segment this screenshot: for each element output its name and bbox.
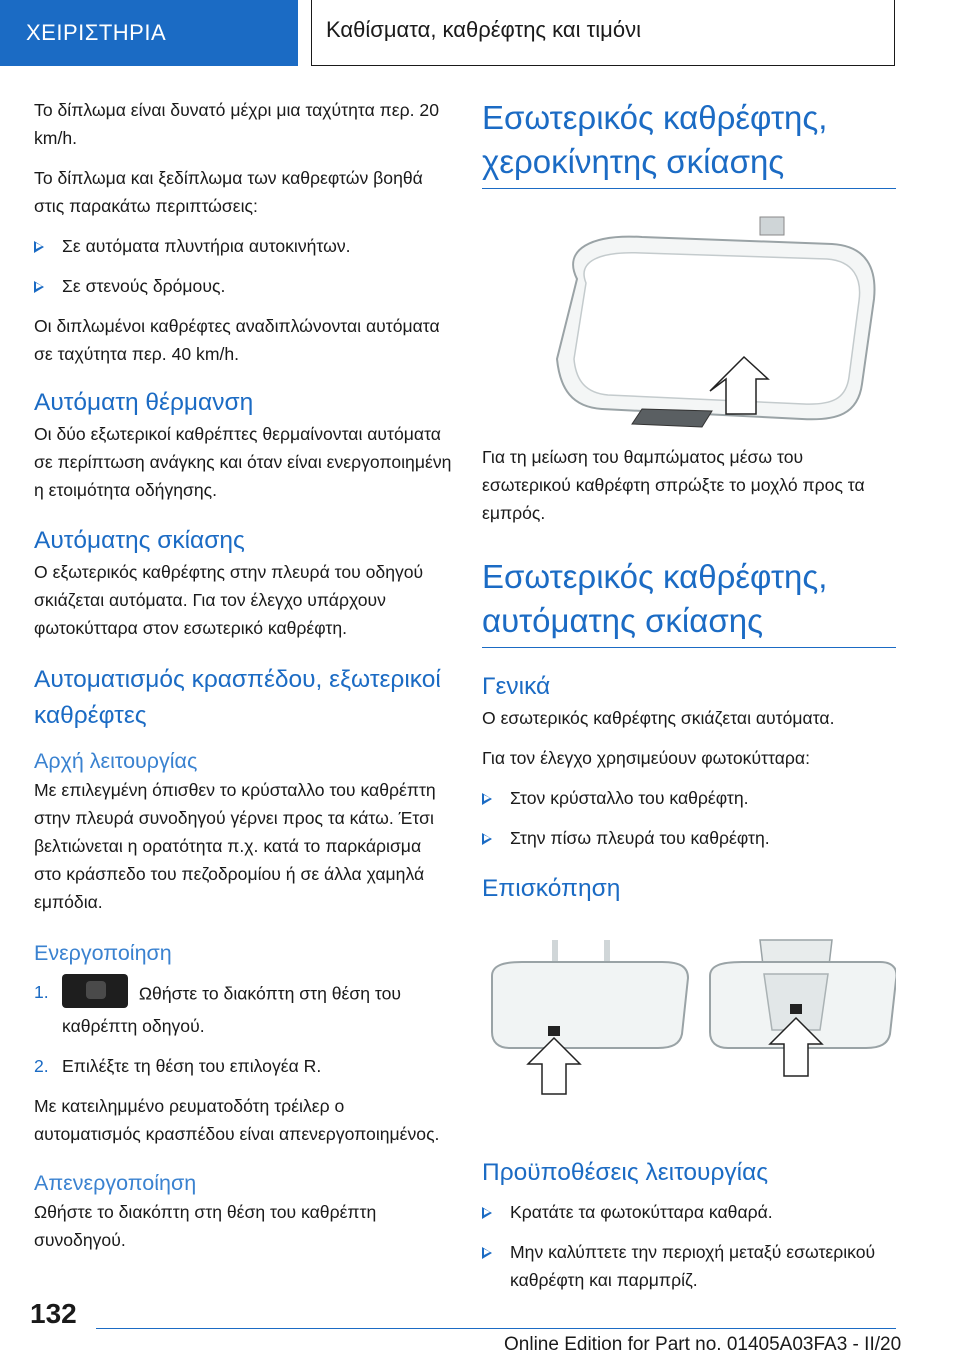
paragraph: Το δίπλωμα και ξεδίπλωμα των καθρεφτών βοηθά στις παρακάτω περιπτώσεις: <box>34 168 423 216</box>
paragraph: Με επιλεγμένη όπισθεν το κρύσταλλο του καθρέπτη στην πλευρά συνοδηγού γέρνει προς τα κάτω. Έτσι βελτιώνεται η ορατότητα π.χ. κατά το παρκάρισμα στο κράσπεδο του πεζοδρομίου ή σε άλλα χαμηλά εμπόδια. <box>34 780 436 912</box>
heading-rule <box>482 96 896 189</box>
step-item: 2. Επιλέξτε τη θέση του επιλογέα R. <box>34 1056 322 1076</box>
mirror-switch-icon <box>62 974 128 1008</box>
list-item: Στην πίσω πλευρά του καθρέφτη. <box>482 824 896 852</box>
heading-principle: Αρχή λειτουργίας <box>34 749 198 773</box>
heading-auto-heating: Αυτόματη θέρμανση <box>34 389 254 416</box>
paragraph: Το δίπλωμα είναι δυνατό μέχρι μια ταχύτητα περ. 20 km/h. <box>34 100 439 148</box>
triangle-bullet-icon <box>482 833 492 845</box>
paragraph: Για τον έλεγχο χρησιμεύουν φωτοκύτταρα: <box>482 748 810 768</box>
heading-manual-dimming: Εσωτερικός καθρέφτης, χεροκίνητης σκίασης <box>482 99 828 180</box>
heading-general: Γενικά <box>482 673 551 700</box>
chapter-title: Καθίσματα, καθρέφτης και τιμόνι <box>311 0 895 66</box>
paragraph: Ωθήστε το διακόπτη στη θέση του καθρέπτη συνοδηγού. <box>34 1202 377 1250</box>
paragraph: Με κατειλημμένο ρευματοδότη τρέιλερ ο αυτοματισμός κρασπέδου είναι απενεργοποιημένος. <box>34 1096 440 1144</box>
page-header <box>0 0 960 66</box>
heading-auto-dimming-mirror: Εσωτερικός καθρέφτης, αυτόματης σκίασης <box>482 558 828 639</box>
paragraph: Οι διπλωμένοι καθρέφτες αναδιπλώνονται αυτόματα σε ταχύτητα περ. 40 km/h. <box>34 316 440 364</box>
list-item: Μην καλύπτετε την περιοχή μεταξύ εσωτερικού καθρέφτη και παρμπρίζ. <box>482 1238 896 1294</box>
heading-auto-dimming: Αυτόματης σκίασης <box>34 527 245 554</box>
step-item: 1. Ωθήστε το διακόπτη στη θέση του καθρέπτη οδηγού. <box>34 978 452 1040</box>
triangle-bullet-icon <box>34 281 44 293</box>
list-item: Σε στενούς δρόμους. <box>34 272 452 300</box>
interior-mirror-illustration <box>482 209 896 429</box>
list-item: Σε αυτόματα πλυντήρια αυτοκινήτων. <box>34 232 452 260</box>
heading-curb-mirror: Αυτοματισμός κρασπέδου, εξωτερικοί καθρέφτες <box>34 666 441 729</box>
paragraph: Για τη μείωση του θαμπώματος μέσω του εσωτερικού καθρέφτη σπρώξτε το μοχλό προς τα εμπρός. <box>482 447 865 523</box>
heading-prerequisites: Προϋποθέσεις λειτουργίας <box>482 1159 769 1186</box>
triangle-bullet-icon <box>482 1247 492 1259</box>
triangle-bullet-icon <box>34 241 44 253</box>
right-column <box>482 96 896 1306</box>
footer-edition: Online Edition for Part no. 01405A03FA3 - II/20 <box>504 1334 902 1355</box>
list-item: Στον κρύσταλλο του καθρέφτη. <box>482 784 896 812</box>
triangle-bullet-icon <box>482 1207 492 1219</box>
left-column <box>34 96 452 1266</box>
list-item: Κρατάτε τα φωτοκύτταρα καθαρά. <box>482 1198 896 1226</box>
heading-deactivation: Απενεργοποίηση <box>34 1171 197 1195</box>
photocell-overview-illustration <box>482 934 896 1134</box>
paragraph: Ο εξωτερικός καθρέφτης στην πλευρά του οδηγού σκιάζεται αυτόματα. Για τον έλεγχο υπάρχουν φωτοκύτταρα στον εσωτερικό καθρέφτη. <box>34 562 424 638</box>
heading-rule <box>482 555 896 648</box>
heading-overview: Επισκόπηση <box>482 875 621 902</box>
page-number: 132 <box>30 1298 77 1329</box>
footer-rule <box>96 1328 896 1329</box>
triangle-bullet-icon <box>482 793 492 805</box>
section-tab: ΧΕΙΡΙΣΤΗΡΙΑ <box>0 0 298 66</box>
paragraph: Ο εσωτερικός καθρέφτης σκιάζεται αυτόματα. <box>482 708 835 728</box>
heading-activation: Ενεργοποίηση <box>34 941 172 965</box>
paragraph: Οι δύο εξωτερικοί καθρέπτες θερμαίνονται αυτόματα σε περίπτωση ανάγκης και όταν είναι ενεργοποιημένη η ετοιμότητα οδήγησης. <box>34 424 452 500</box>
